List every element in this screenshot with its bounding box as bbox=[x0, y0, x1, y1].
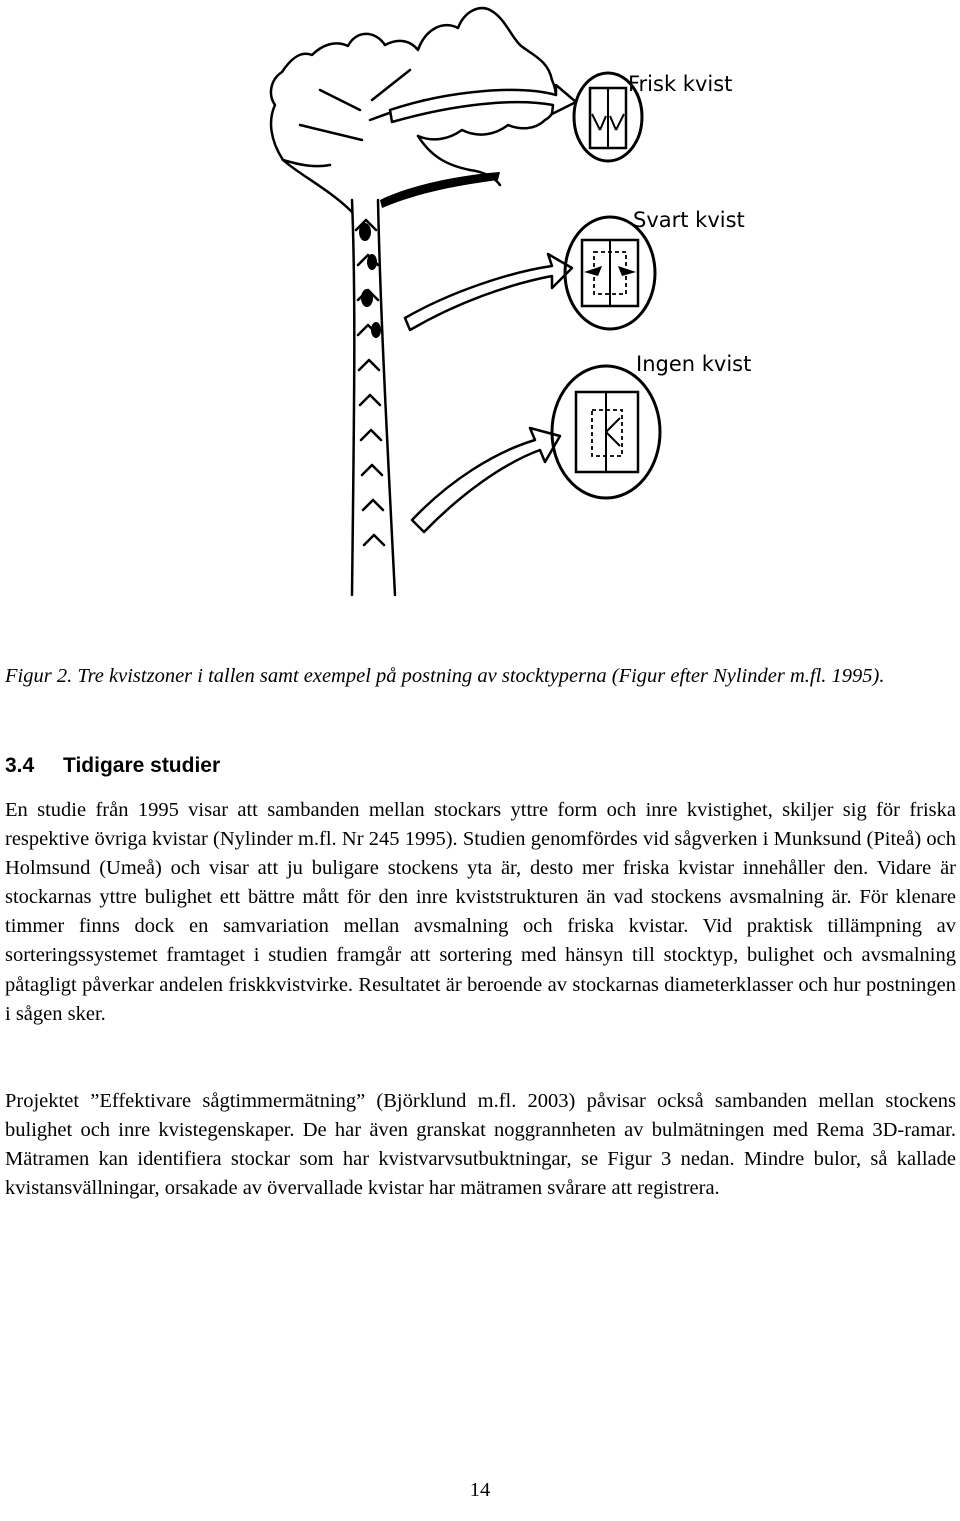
arrow-to-ingen bbox=[412, 428, 560, 532]
label-svart-kvist: Svart kvist bbox=[633, 208, 745, 232]
tree-illustration bbox=[0, 0, 960, 640]
label-frisk-kvist: Frisk kvist bbox=[628, 72, 733, 96]
body-paragraph: En studie från 1995 visar att sambanden mellan stockars yttre form och inre kvistighet, skiljer sig för friska respektive övriga kvistar (Nylinder m.fl. Nr 245 1995). Studien genomfördes vid sågverken i Munksund (Piteå) och Holmsund (Umeå) och visar att ju buligare stockens yta är, desto mer friska kvistar innehåller den. Vidare är stockarnas yttre bulighet ett bättre mått för den inre kviststrukturen än vad stockens avsmalning är. För klenare timmer finns dock en samvariation mellan avsmalning och friska kvistar. Vid praktisk tillämpning av sorteringssystemet framtaget i studien framgår att sortering med hänsyn till stocktyp, bulighet och avsmalning påtagligt påverkar andelen friskkvistvirke. Resultatet är beroende av stockarnas diameterklasser och hur postningen i sågen sker. bbox=[5, 799, 956, 1025]
tree-trunk-left bbox=[352, 200, 354, 595]
cross-section-svart bbox=[565, 217, 655, 329]
section-heading bbox=[5, 754, 220, 778]
body-paragraph: Projektet ”Effektivare sågtimmermätning” (Björklund m.fl. 2003) påvisar också sambanden mellan stockens bulighet och inre kvistegenskaper. De har även granskat noggrannheten av bulmätningen med Rema 3D-ramar. Mätramen kan identifiera stockar som har kvistvarvsutbuktningar, se Figur 3 nedan. Mindre bulor, så kallade kvistansvällningar, orsakade av övervallade kvistar har mätramen svårare att registrera. bbox=[5, 1090, 956, 1200]
section-number: 3.4 bbox=[5, 754, 35, 777]
figure-caption: Figur 2. Tre kvistzoner i tallen samt exempel på postning av stocktyperna (Figur efter Nylinder m.fl. 1995). bbox=[5, 665, 885, 687]
section-title: Tidigare studier bbox=[63, 754, 221, 777]
tree-trunk-right bbox=[378, 200, 395, 595]
label-ingen-kvist: Ingen kvist bbox=[636, 352, 752, 376]
tree-knot-zone-figure bbox=[0, 0, 960, 640]
page-number: 14 bbox=[469, 1479, 491, 1501]
arrow-to-svart bbox=[405, 254, 572, 330]
cross-section-ingen bbox=[552, 366, 660, 498]
